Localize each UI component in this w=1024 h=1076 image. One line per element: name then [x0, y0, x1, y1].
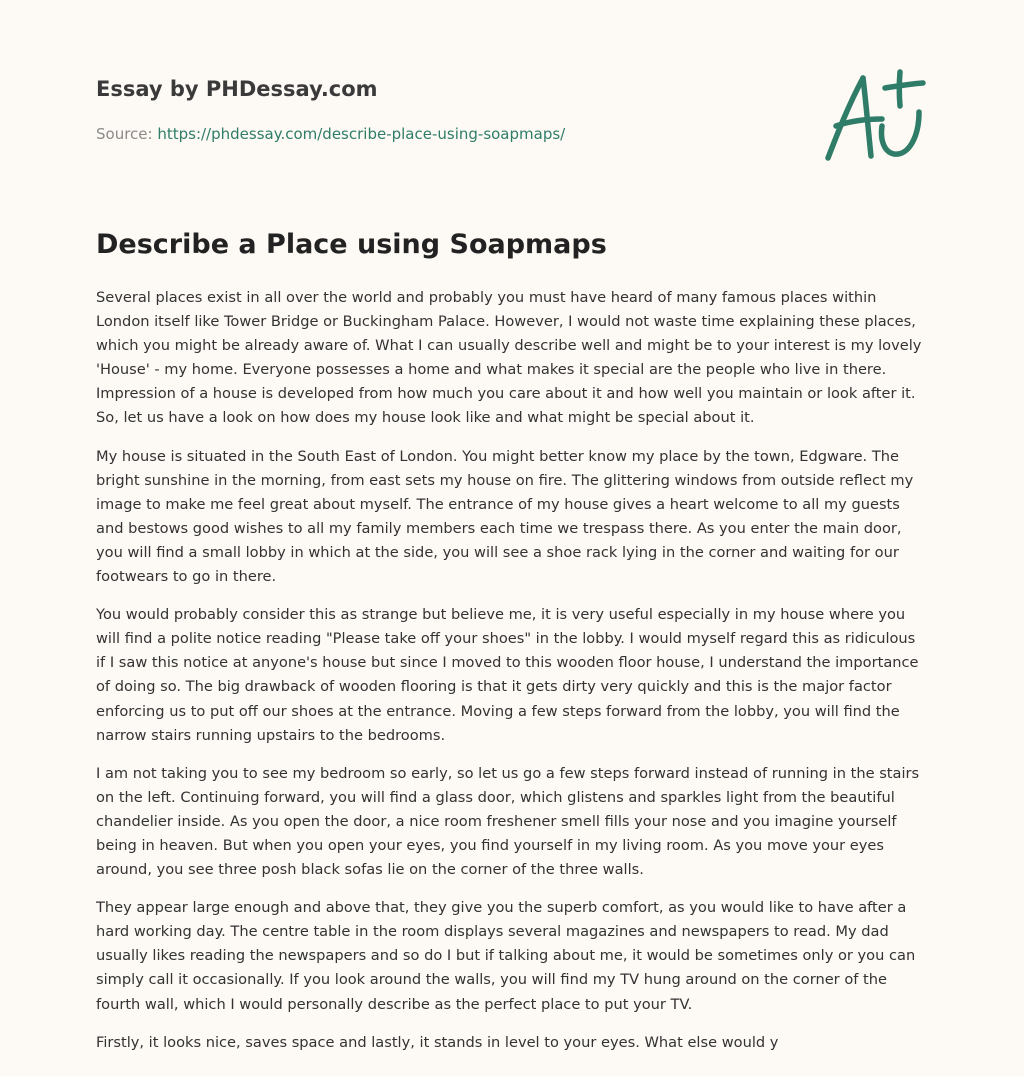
essay-paragraph: They appear large enough and above that, they give you the superb comfort, as you would like to have after a hard working day. The centre table in the room displays several magazines and newspapers to read. My dad usually likes reading the newspapers and so do I but if talking about me, it would be sometimes only or you can simply call it occasionally. If you look around the walls, you will find my TV hung around on the corner of the fourth wall, which I would personally describe as the perfect place to put your TV.: [96, 899, 916, 1013]
essay-paragraph: You would probably consider this as strange but believe me, it is very useful especially in my house where you will find a polite notice reading "Please take off your shoes" in the lobby. I would myself regard this as ridiculous if I saw this notice at anyone's house but since I moved to this wooden floor house, I understand the importance of doing so. The big drawback of wooden flooring is that it gets dirty very quickly and this is the major factor enforcing us to put off our shoes at the entrance. Moving a few steps forward from the lobby, you will find the narrow stairs running upstairs to the bedrooms.: [96, 606, 919, 744]
source-line: [96, 124, 796, 144]
source-link[interactable]: https://phdessay.com/describe-place-using-soapmaps/: [157, 125, 566, 143]
a-plus-logo: [822, 66, 928, 166]
essay-body: [96, 286, 928, 1069]
source-label: Source:: [96, 125, 158, 143]
essay-title: Describe a Place using Soapmaps: [96, 229, 607, 260]
site-brand: Essay by PHDessay.com: [96, 77, 378, 101]
essay-paragraph: I am not taking you to see my bedroom so early, so let us go a few steps forward instead of running in the stairs on the left. Continuing forward, you will find a glass door, which glistens and sparkles light from the beautiful chandelier inside. As you open the door, a nice room freshener smell fills your nose and you imagine yourself being in heaven. But when you open your eyes, you find yourself in my living room. As you move your eyes around, you see three posh black sofas lie on the corner of the three walls.: [96, 764, 920, 879]
site-header: [96, 74, 796, 144]
essay-paragraph: My house is situated in the South East of London. You might better know my place by the town, Edgware. The bright sunshine in the morning, from east sets my house on fire. The glittering windows from outside reflect my image to make me feel great about myself. The entrance of my house gives a heart welcome to all my guests and bestows good wishes to all my family members each time we trespass there. As you enter the main door, you will find a small lobby in which at the side, you will see a shoe rack lying in the corner and waiting for our footwears to go in there.: [96, 447, 914, 586]
essay-paragraph: Firstly, it looks nice, saves space and lastly, it stands in level to your eyes. What else would y: [96, 1033, 779, 1051]
essay-paragraph: Several places exist in all over the world and probably you must have heard of many famous places within London itself like Tower Bridge or Buckingham Palace. However, I would not waste time explaining these places, which you might be already aware of. What I can usually describe well and might be to your interest is my lovely 'House' - my home. Everyone possesses a home and what makes it special are the people who live in there. Impression of a house is developed from how much you care about it and how well you maintain or look after it. So, let us have a look on how does my house look like and what might be special about it.: [96, 289, 922, 427]
